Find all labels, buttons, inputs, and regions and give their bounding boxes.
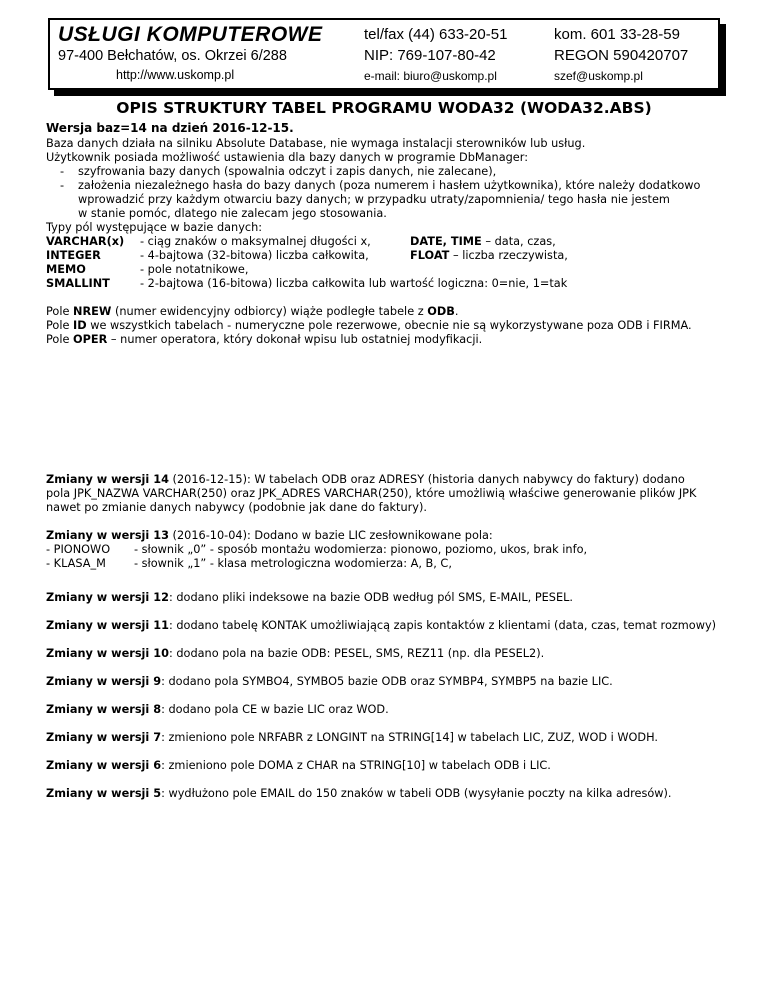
change-v12: Zmiany w wersji 12: dodano pliki indeksowe na bazie ODB według pól SMS, E-MAIL, PESEL. (46, 591, 573, 604)
letterhead (48, 18, 720, 90)
type-row (46, 277, 746, 291)
type-desc: – data, czas, (481, 235, 556, 248)
type-name: FLOAT (410, 249, 450, 262)
change-v6: Zmiany w wersji 6: zmieniono pole DOMA z CHAR na STRING[10] w tabelach ODB i LIC. (46, 759, 551, 772)
version-line: Wersja baz=14 na dzień 2016-12-15. (46, 121, 294, 135)
change-v5: Zmiany w wersji 5: wydłużono pole EMAIL do 150 znaków w tabeli ODB (wysyłanie poczty na kilka adresów). (46, 787, 672, 800)
type-name: SMALLINT (46, 277, 110, 290)
type-desc: - 2-bajtowa (16-bitowa) liczba całkowita lub wartość logiczna: 0=nie, 1=tak (140, 277, 568, 290)
type-name: VARCHAR(x) (46, 235, 125, 248)
change-v10: Zmiany w wersji 10: dodano pola na bazie ODB: PESEL, SMS, REZ11 (np. dla PESEL2). (46, 647, 545, 660)
type-row (46, 263, 746, 277)
bullet-password-1: założenia niezależnego hasła do bazy danych (poza numerem i hasłem użytkownika), które należy dodatkowo (78, 179, 701, 192)
types-heading: Typy pól występujące w bazie danych: (46, 221, 263, 234)
type-name: INTEGER (46, 249, 101, 262)
type-name: MEMO (46, 263, 86, 276)
bullet-password-2: wprowadzić przy każdym otwarciu bazy danych; w przypadku utraty/zapomnienia/ tego hasła nie jestem (78, 193, 670, 206)
change-v14-line-2: pola JPK_NAZWA VARCHAR(250) oraz JPK_ADRES VARCHAR(250), które umożliwią właściwe generowanie plików JPK (46, 487, 697, 500)
change-v13-field-pionowo: - PIONOWO - słownik „0” - sposób montażu wodomierza: pionowo, poziomo, ukos, brak info, (46, 543, 588, 556)
company-mobile: kom. 601 33-28-59 (554, 26, 680, 43)
intro-line-1: Baza danych działa na silniku Absolute Database, nie wymaga instalacji sterowników lub usług. (46, 137, 586, 150)
type-name: DATE, TIME (410, 235, 482, 248)
type-desc: - ciąg znaków o maksymalnej długości x, (140, 235, 371, 248)
change-v9: Zmiany w wersji 9: dodano pola SYMBO4, SYMBO5 bazie ODB oraz SYMBP4, SYMBP5 na bazie LIC. (46, 675, 613, 688)
change-v13-field-klasa: - KLASA_M - słownik „1” - klasa metrologiczna wodomierza: A, B, C, (46, 557, 452, 570)
company-address: 97-400 Bełchatów, os. Okrzei 6/288 (58, 48, 287, 64)
company-telfax: tel/fax (44) 633-20-51 (364, 26, 508, 43)
company-website-link[interactable]: http://www.uskomp.pl (116, 68, 235, 82)
company-email2-link[interactable]: szef@uskomp.pl (554, 69, 643, 83)
intro-line-2: Użytkownik posiada możliwość ustawienia dla bazy danych w programie DbManager: (46, 151, 528, 164)
company-nip: NIP: 769-107-80-42 (364, 47, 496, 64)
change-v7: Zmiany w wersji 7: zmieniono pole NRFABR z LONGINT na STRING[14] w tabelach LIC, ZUZ, WOD i WODH. (46, 731, 659, 744)
bullet-dash: - (60, 179, 65, 192)
type-row (46, 235, 746, 249)
bullet-password-3: w stanie pomóc, dlatego nie zalecam jego stosowania. (78, 207, 387, 220)
bullet-dash: - (60, 165, 65, 178)
field-id-note: Pole ID we wszystkich tabelach - numeryczne pole rezerwowe, obecnie nie są wykorzystywane poza ODB i FIRMA. (46, 319, 692, 332)
document-title: OPIS STRUKTURY TABEL PROGRAMU WODA32 (WODA32.ABS) (116, 99, 652, 117)
change-v11: Zmiany w wersji 11: dodano tabelę KONTAK umożliwiającą zapis kontaktów z klientami (data, czas, temat rozmowy) (46, 619, 717, 632)
field-nrew-note: Pole NREW (numer ewidencyjny odbiorcy) wiąże podległe tabele z ODB. (46, 305, 459, 318)
change-v13-line-1: Zmiany w wersji 13 (2016-10-04): Dodano w bazie LIC zesłownikowane pola: (46, 529, 493, 542)
company-name: USŁUGI KOMPUTEROWE (58, 23, 323, 46)
type-desc: - 4-bajtowa (32-bitowa) liczba całkowita, (140, 249, 369, 262)
change-v14-line-1: Zmiany w wersji 14 (2016-12-15): W tabelach ODB oraz ADRESY (historia danych nabywcy do faktury) dodano (46, 473, 685, 486)
field-oper-note: Pole OPER – numer operatora, który dokonał wpisu lub ostatniej modyfikacji. (46, 333, 483, 346)
type-row (46, 249, 746, 263)
bullet-encryption: szyfrowania bazy danych (spowalnia odczyt i zapis danych, nie zalecane), (78, 165, 497, 178)
change-v8: Zmiany w wersji 8: dodano pola CE w bazie LIC oraz WOD. (46, 703, 389, 716)
change-v14-line-3: nawet po zmianie danych nabywcy (podobnie jak dane do faktury). (46, 501, 427, 514)
type-desc: – liczba rzeczywista, (449, 249, 568, 262)
type-desc: - pole notatnikowe, (140, 263, 249, 276)
company-email-link[interactable]: e-mail: biuro@uskomp.pl (364, 69, 497, 83)
company-regon: REGON 590420707 (554, 47, 689, 64)
